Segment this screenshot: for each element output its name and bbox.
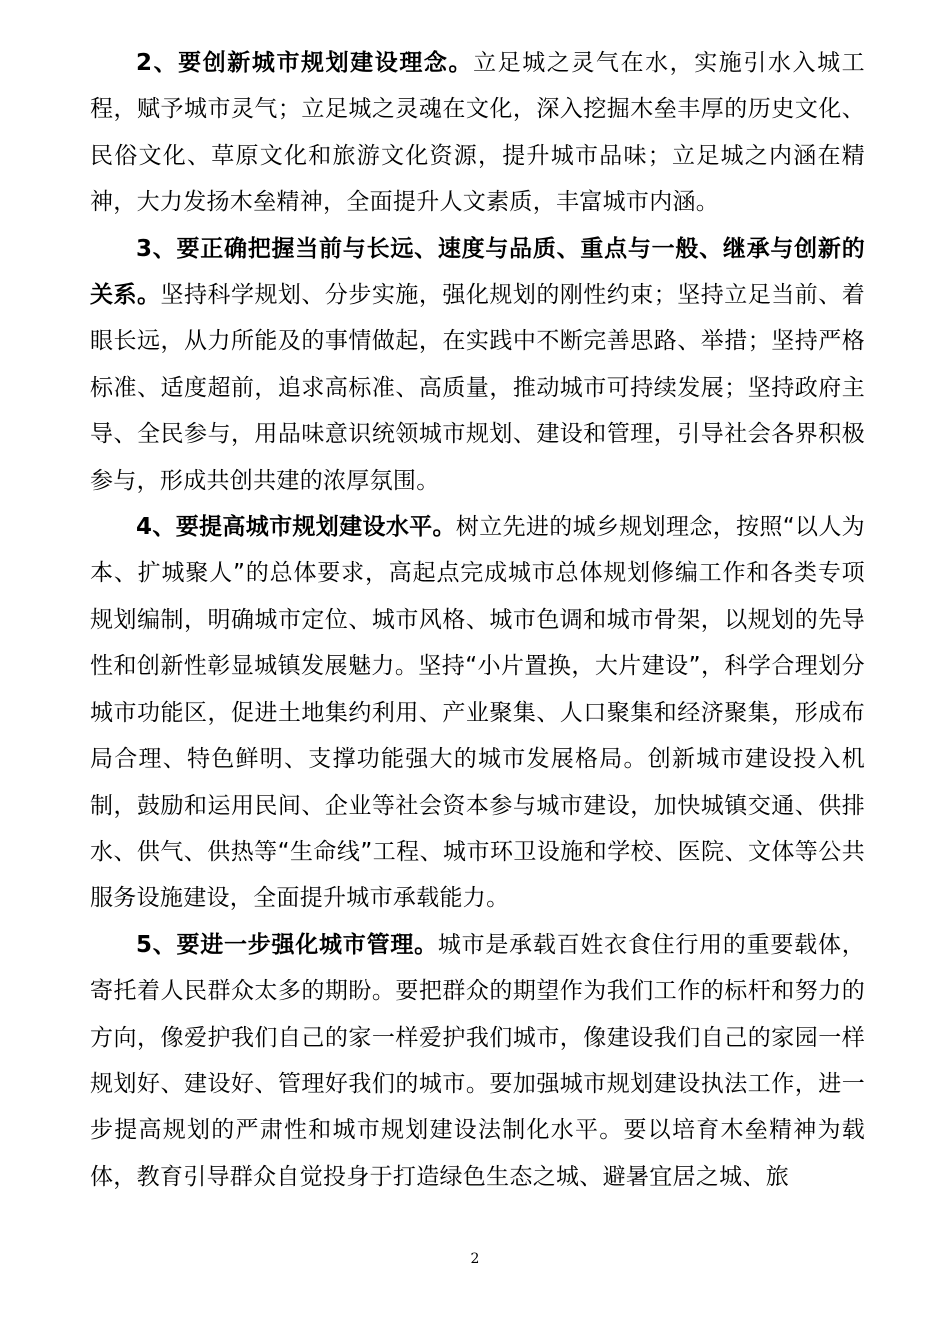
document-body [90,40,865,1200]
paragraph-5 [90,922,865,1200]
paragraph-5-text: 城市是承载百姓衣食住行用的重要载体，寄托着人民群众太多的期盼。要把群众的期望作为我们工作的标杆和努力的方向，像爱护我们自己的家一样爱护我们城市，像建设我们自己的家园一样规划好、建设好、管理好我们的城市。要加强城市规划建设执法工作，进一步提高规划的严肃性和城市规划建设法制化水平。要以培育木垒精神为载体，教育引导群众自觉投身于打造绿色生态之城、避暑宜居之城、旅 [90,931,865,1190]
paragraph-2 [90,40,865,226]
paragraph-2-text: 立足城之灵气在水，实施引水入城工程，赋予城市灵气；立足城之灵魂在文化，深入挖掘木垒丰厚的历史文化、民俗文化、草原文化和旅游文化资源，提升城市品味；立足城之内涵在精神，大力发扬木垒精神，全面提升人文素质，丰富城市内涵。 [90,50,865,216]
paragraph-3-text: 坚持科学规划、分步实施，强化规划的刚性约束；坚持立足当前、着眼长远，从力所能及的事情做起，在实践中不断完善思路、举措；坚持严格标准、适度超前，追求高标准、高质量，推动城市可持续发展；坚持政府主导、全民参与，用品味意识统领城市规划、建设和管理，引导社会各界积极参与，形成共创共建的浓厚氛围。 [90,282,866,494]
paragraph-5-heading: 5、要进一步强化城市管理。 [136,931,438,958]
paragraph-4-heading: 4、要提高城市规划建设水平。 [136,514,456,541]
paragraph-2-heading: 2、要创新城市规划建设理念。 [136,50,474,76]
paragraph-4 [90,504,865,922]
paragraph-4-text: 树立先进的城乡规划理念，按照“以人为本、扩城聚人”的总体要求，高起点完成城市总体规划修编工作和各类专项规划编制，明确城市定位、城市风格、城市色调和城市骨架，以规划的先导性和创新性彰显城镇发展魅力。坚持“小片置换，大片建设”，科学合理划分城市功能区，促进土地集约利用、产业聚集、人口聚集和经济聚集，形成布局合理、特色鲜明、支撑功能强大的城市发展格局。创新城市建设投入机制，鼓励和运用民间、企业等社会资本参与城市建设，加快城镇交通、供排水、供气、供热等“生命线”工程、城市环卫设施和学校、医院、文体等公共服务设施建设，全面提升城市承载能力。 [90,514,865,912]
page-number: 2 [470,1251,480,1267]
paragraph-3-heading: 3、要正确把握当前与长远、速度与品质、重点与一般、继承与创新的关系。 [90,235,865,309]
paragraph-3 [90,226,865,504]
